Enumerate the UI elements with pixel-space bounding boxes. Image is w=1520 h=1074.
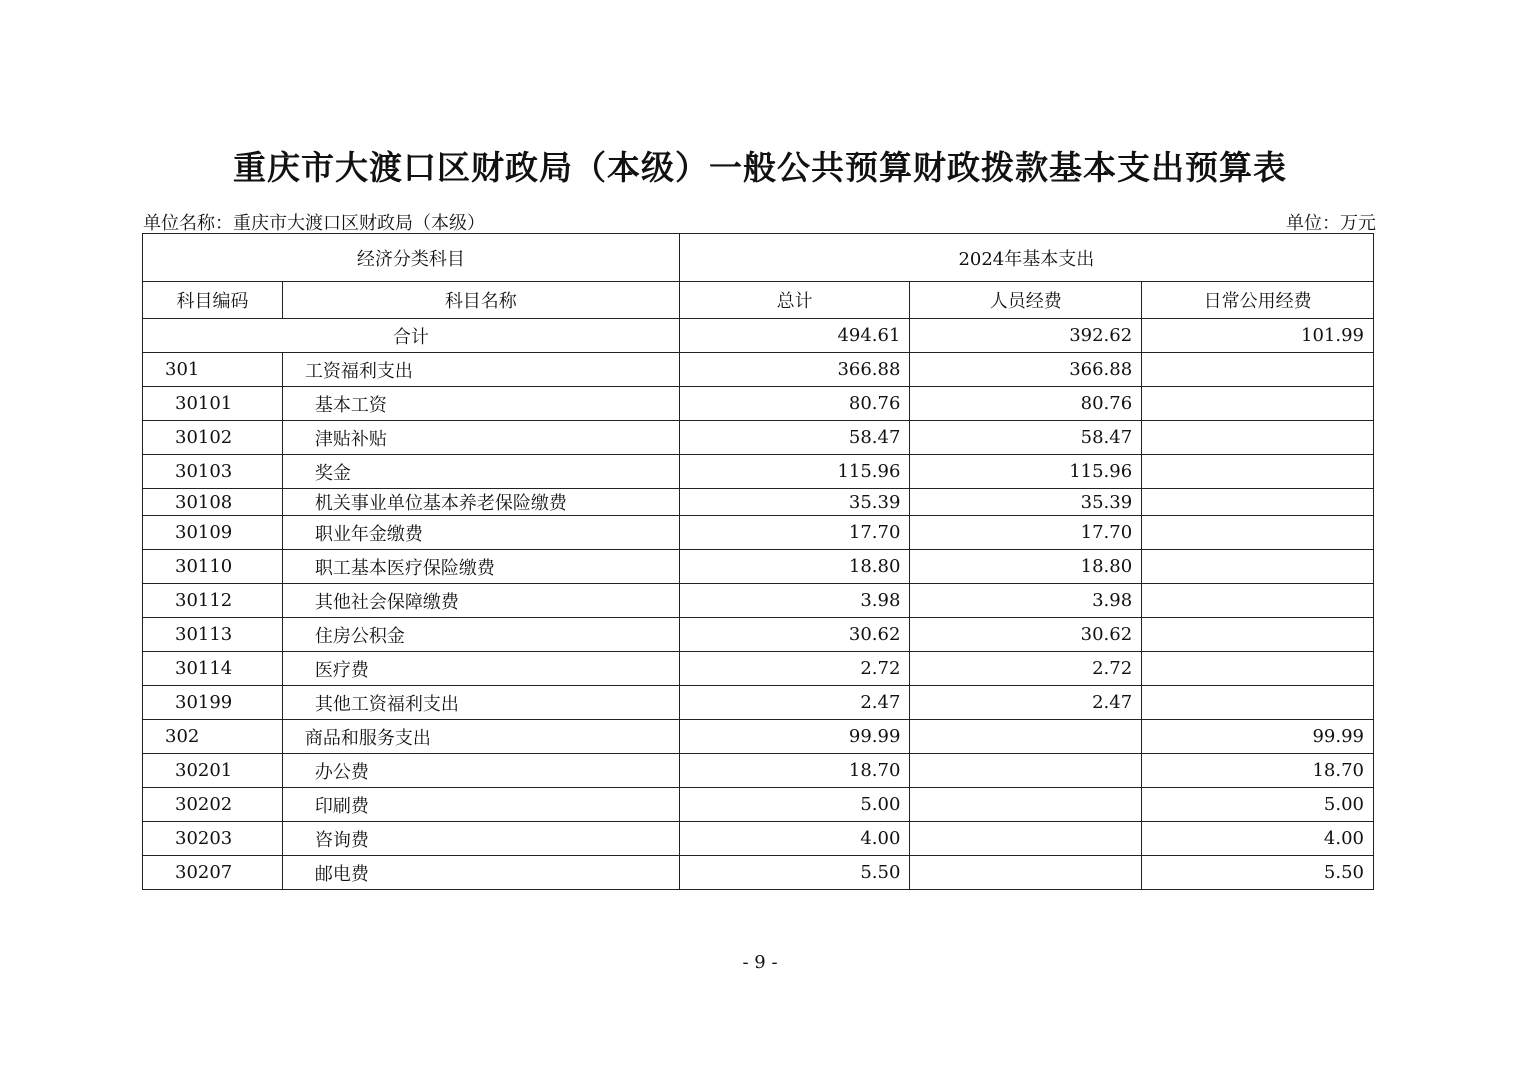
row-total: 80.76 bbox=[679, 387, 910, 421]
row-name: 住房公积金 bbox=[282, 618, 679, 652]
page-title: 重庆市大渡口区财政局（本级）一般公共预算财政拨款基本支出预算表 bbox=[233, 148, 1287, 187]
header-name: 科目名称 bbox=[282, 282, 679, 319]
row-public: 99.99 bbox=[1142, 720, 1374, 754]
row-total: 3.98 bbox=[679, 584, 910, 618]
row-total: 58.47 bbox=[679, 421, 910, 455]
row-public: 5.00 bbox=[1142, 788, 1374, 822]
row-name: 咨询费 bbox=[282, 822, 679, 856]
table-row bbox=[143, 856, 1374, 890]
row-personnel bbox=[910, 856, 1142, 890]
row-total: 2.72 bbox=[679, 652, 910, 686]
row-public bbox=[1142, 455, 1374, 489]
row-total: 18.70 bbox=[679, 754, 910, 788]
row-total: 4.00 bbox=[679, 822, 910, 856]
summary-row bbox=[143, 319, 1374, 353]
row-total: 2.47 bbox=[679, 686, 910, 720]
table-row bbox=[143, 686, 1374, 720]
row-total: 18.80 bbox=[679, 550, 910, 584]
row-code: 30201 bbox=[143, 754, 283, 788]
table-row bbox=[143, 353, 1374, 387]
row-personnel: 30.62 bbox=[910, 618, 1142, 652]
header-row-1 bbox=[143, 234, 1374, 282]
row-name: 机关事业单位基本养老保险缴费 bbox=[282, 489, 679, 516]
row-code: 30199 bbox=[143, 686, 283, 720]
row-personnel bbox=[910, 822, 1142, 856]
row-name: 其他社会保障缴费 bbox=[282, 584, 679, 618]
row-name: 工资福利支出 bbox=[282, 353, 679, 387]
row-public bbox=[1142, 516, 1374, 550]
row-public bbox=[1142, 584, 1374, 618]
row-personnel: 115.96 bbox=[910, 455, 1142, 489]
row-code: 302 bbox=[143, 720, 283, 754]
row-code: 30207 bbox=[143, 856, 283, 890]
row-public bbox=[1142, 489, 1374, 516]
row-name: 其他工资福利支出 bbox=[282, 686, 679, 720]
row-public bbox=[1142, 686, 1374, 720]
budget-table-body bbox=[143, 234, 1374, 890]
header-public: 日常公用经费 bbox=[1142, 282, 1374, 319]
row-public: 4.00 bbox=[1142, 822, 1374, 856]
table-row bbox=[143, 455, 1374, 489]
row-personnel: 2.47 bbox=[910, 686, 1142, 720]
row-name: 职业年金缴费 bbox=[282, 516, 679, 550]
row-code: 30101 bbox=[143, 387, 283, 421]
row-name: 医疗费 bbox=[282, 652, 679, 686]
row-personnel bbox=[910, 788, 1142, 822]
row-total: 35.39 bbox=[679, 489, 910, 516]
row-personnel: 80.76 bbox=[910, 387, 1142, 421]
row-name: 职工基本医疗保险缴费 bbox=[282, 550, 679, 584]
row-personnel: 18.80 bbox=[910, 550, 1142, 584]
row-public bbox=[1142, 618, 1374, 652]
row-code: 301 bbox=[143, 353, 283, 387]
table-row bbox=[143, 788, 1374, 822]
row-code: 30109 bbox=[143, 516, 283, 550]
table-row bbox=[143, 652, 1374, 686]
row-total: 115.96 bbox=[679, 455, 910, 489]
row-public bbox=[1142, 550, 1374, 584]
unit-info-line bbox=[143, 209, 1376, 233]
row-total: 99.99 bbox=[679, 720, 910, 754]
summary-label: 合计 bbox=[143, 319, 680, 353]
row-total: 5.50 bbox=[679, 856, 910, 890]
row-personnel: 35.39 bbox=[910, 489, 1142, 516]
row-code: 30103 bbox=[143, 455, 283, 489]
table-row bbox=[143, 584, 1374, 618]
row-total: 30.62 bbox=[679, 618, 910, 652]
row-name: 印刷费 bbox=[282, 788, 679, 822]
row-personnel: 366.88 bbox=[910, 353, 1142, 387]
row-public: 18.70 bbox=[1142, 754, 1374, 788]
summary-public: 101.99 bbox=[1142, 319, 1374, 353]
row-code: 30113 bbox=[143, 618, 283, 652]
row-public bbox=[1142, 353, 1374, 387]
row-personnel: 3.98 bbox=[910, 584, 1142, 618]
unit-label: 单位：万元 bbox=[1286, 213, 1376, 234]
header-row-2 bbox=[143, 282, 1374, 319]
header-total: 总计 bbox=[679, 282, 910, 319]
header-personnel: 人员经费 bbox=[910, 282, 1142, 319]
row-personnel bbox=[910, 720, 1142, 754]
row-code: 30110 bbox=[143, 550, 283, 584]
row-code: 30203 bbox=[143, 822, 283, 856]
row-code: 30108 bbox=[143, 489, 283, 516]
summary-total: 494.61 bbox=[679, 319, 910, 353]
row-code: 30202 bbox=[143, 788, 283, 822]
table-row bbox=[143, 387, 1374, 421]
row-personnel: 58.47 bbox=[910, 421, 1142, 455]
header-code: 科目编码 bbox=[143, 282, 283, 319]
table-row bbox=[143, 822, 1374, 856]
row-name: 邮电费 bbox=[282, 856, 679, 890]
row-public bbox=[1142, 421, 1374, 455]
row-total: 5.00 bbox=[679, 788, 910, 822]
header-basic-expense: 2024年基本支出 bbox=[679, 234, 1373, 282]
table-row bbox=[143, 421, 1374, 455]
table-row bbox=[143, 550, 1374, 584]
table-row bbox=[143, 720, 1374, 754]
row-name: 商品和服务支出 bbox=[282, 720, 679, 754]
row-personnel: 2.72 bbox=[910, 652, 1142, 686]
row-name: 办公费 bbox=[282, 754, 679, 788]
unit-name: 单位名称：重庆市大渡口区财政局（本级） bbox=[143, 213, 485, 234]
row-name: 基本工资 bbox=[282, 387, 679, 421]
table-row bbox=[143, 754, 1374, 788]
row-name: 奖金 bbox=[282, 455, 679, 489]
budget-table bbox=[142, 233, 1374, 890]
summary-personnel: 392.62 bbox=[910, 319, 1142, 353]
row-public: 5.50 bbox=[1142, 856, 1374, 890]
row-personnel: 17.70 bbox=[910, 516, 1142, 550]
row-name: 津贴补贴 bbox=[282, 421, 679, 455]
table-row bbox=[143, 489, 1374, 516]
table-row bbox=[143, 618, 1374, 652]
row-code: 30112 bbox=[143, 584, 283, 618]
row-code: 30114 bbox=[143, 652, 283, 686]
row-personnel bbox=[910, 754, 1142, 788]
row-total: 366.88 bbox=[679, 353, 910, 387]
table-row bbox=[143, 516, 1374, 550]
row-public bbox=[1142, 387, 1374, 421]
header-category: 经济分类科目 bbox=[143, 234, 680, 282]
row-total: 17.70 bbox=[679, 516, 910, 550]
row-public bbox=[1142, 652, 1374, 686]
row-code: 30102 bbox=[143, 421, 283, 455]
page-number: - 9 - bbox=[742, 952, 778, 973]
